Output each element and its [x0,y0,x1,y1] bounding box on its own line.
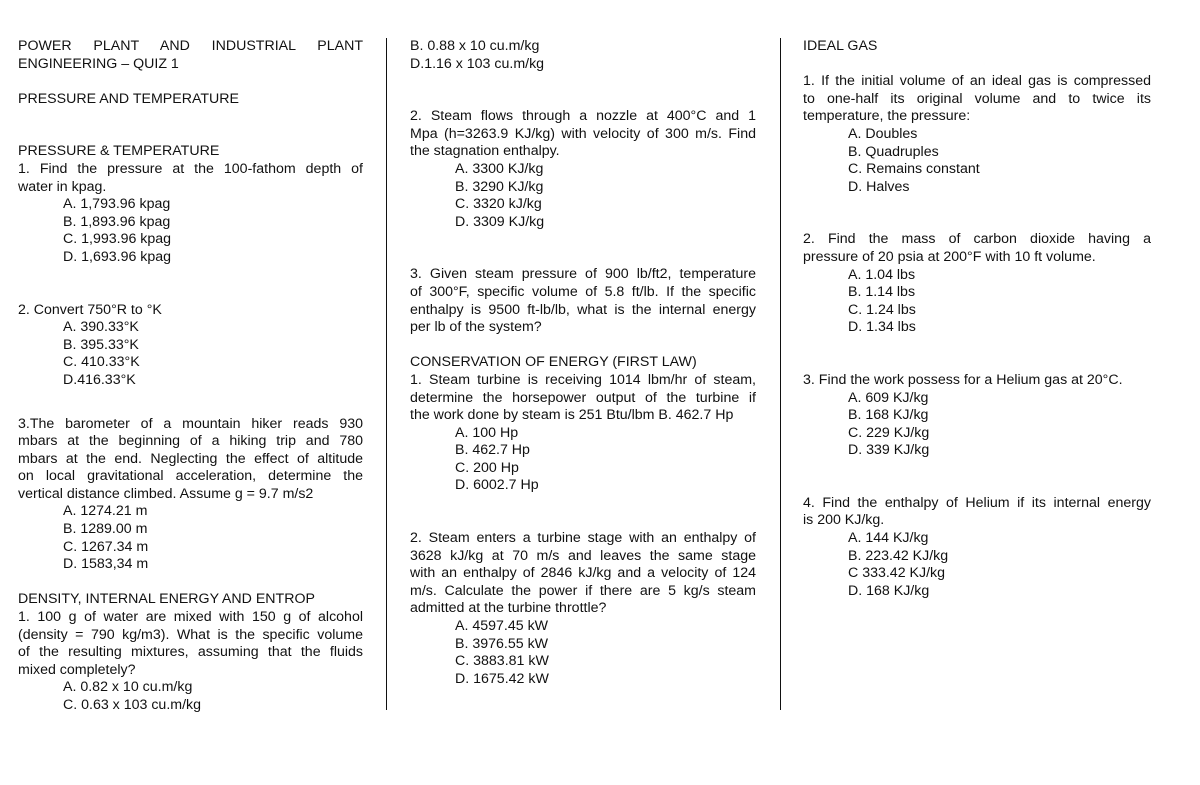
column-middle [410,38,756,688]
question-text: of the resulting mixtures, assuming that the fluids [18,644,363,661]
question-text: mbars at the beginning of a hiking trip and 780 [18,433,363,450]
answer-option: A. 1274.21 m [63,503,148,520]
question-text: mbars at the end. Neglecting the effect of altitude [18,450,363,467]
question-text: temperature, the pressure: [803,108,971,125]
answer-option: D. 1675.42 kW [455,670,549,687]
answer-option: C. 200 Hp [455,459,519,476]
question-text: with an enthalpy of 2846 kJ/kg and a velocity of 124 [410,565,756,582]
column-divider-right [780,38,781,710]
answer-option: C. 0.63 x 103 cu.m/kg [63,697,202,713]
question-block [18,302,363,390]
question-text: 1. Find the pressure at the 100-fathom depth of [18,160,363,177]
answer-option: D. 6002.7 Hp [455,477,539,494]
answer-option: B. 462.7 Hp [455,442,530,459]
quiz-title-line-1: POWER PLANT AND INDUSTRIAL PLANT [18,38,363,54]
question-text: water in kpag. [18,178,107,195]
answer-option: D. 1.34 lbs [848,319,916,336]
answer-option: A. 144 KJ/kg [848,530,929,547]
answer-option: C. 410.33°K [63,354,140,371]
column-divider-left [386,38,387,710]
question-block [18,609,363,715]
question-text: 2. Convert 750°R to °K [18,301,162,318]
section-heading: CONSERVATION OF ENERGY (FIRST LAW) [410,354,697,371]
answer-option: A. 4597.45 kW [455,618,549,635]
section-heading: DENSITY, INTERNAL ENERGY AND ENTROP [18,591,315,608]
answer-option: C. 1267.34 m [63,538,149,555]
question-text: 2. Find the mass of carbon dioxide having a [803,231,1151,248]
question-text: 4. Find the enthalpy of Helium if its internal energy [803,494,1151,511]
question-block [803,73,1151,196]
question-text: 1. If the initial volume of an ideal gas is compressed [803,73,1151,90]
answer-option: C. 229 KJ/kg [848,424,930,441]
question-block [18,161,363,267]
answer-option: C. Remains constant [848,161,980,178]
answer-option: A. Doubles [848,125,918,142]
question-block [410,108,756,231]
answer-option: D. 1583,34 m [63,556,149,573]
question-text: pressure of 20 psia at 200°F with 10 ft volume. [803,248,1096,265]
question-text: mixed completely? [18,661,136,678]
answer-option: B. 223.42 KJ/kg [848,547,949,564]
question-text: per lb of the system? [410,319,542,336]
question-text: m/s. Calculate the power if there are 5 kg/s steam [410,582,756,599]
answer-option: C. 3320 kJ/kg [455,196,542,213]
answer-option: B. 0.88 x 10 cu.m/kg [410,38,540,54]
section-heading: IDEAL GAS [803,38,878,54]
question-text: determine the horsepower output of the turbine if [410,389,756,406]
question-block [410,266,756,336]
answer-option: A. 0.82 x 10 cu.m/kg [63,679,193,696]
answer-option: B. 3976.55 kW [455,635,549,652]
question-text: the stagnation enthalpy. [410,143,560,160]
answer-option: A. 100 Hp [455,424,519,441]
question-block [410,372,756,495]
answer-option: D. 3309 KJ/kg [455,213,545,230]
question-text: Mpa (h=3263.9 KJ/kg) with velocity of 300 m/s. Find [410,125,756,142]
question-text: (density = 790 kg/m3). What is the specific volume [18,626,363,643]
question-text: 1. 100 g of water are mixed with 150 g of alcohol [18,609,363,626]
question-text: 2. Steam enters a turbine stage with an enthalpy of [410,530,756,547]
question-text: 3.The barometer of a mountain hiker reads 930 [18,415,363,432]
question-text: 3. Given steam pressure of 900 lb/ft2, temperature [410,266,756,283]
column-left [18,38,363,715]
answer-option: A. 390.33°K [63,319,139,336]
answer-option: C 333.42 KJ/kg [848,565,946,582]
question-text: the work done by steam is 251 Btu/lbm B. 462.7 Hp [410,407,734,424]
question-text: enthalpy is 9500 ft-lb/lb, what is the internal energy [410,301,756,318]
answer-option: B. 1,893.96 kpag [63,213,171,230]
question-block [18,416,363,574]
answer-option: B. 1.14 lbs [848,284,916,301]
answer-option: A. 1.04 lbs [848,266,916,283]
answer-option: D. 1,693.96 kpag [63,248,172,265]
question-text: vertical distance climbed. Assume g = 9.7 m/s2 [18,485,314,502]
answer-option: D.416.33°K [63,371,136,388]
answer-option: B. Quadruples [848,143,939,160]
quiz-title-line-2: ENGINEERING – QUIZ 1 [18,55,179,72]
question-text: 2. Steam flows through a nozzle at 400°C and 1 [410,108,756,125]
question-block [803,495,1151,601]
answer-option: A. 1,793.96 kpag [63,196,171,213]
answer-option: B. 1289.00 m [63,521,148,538]
answer-option: B. 3290 KJ/kg [455,178,544,195]
question-text: of 300°F, specific volume of 5.8 ft/lb. If the specific [410,283,756,300]
answer-option: A. 609 KJ/kg [848,389,929,406]
answer-option: C. 1,993.96 kpag [63,231,172,248]
column-right [803,38,1151,600]
answer-option: A. 3300 KJ/kg [455,160,544,177]
question-text: 1. Steam turbine is receiving 1014 lbm/hr of steam, [410,371,756,388]
question-text: admitted at the turbine throttle? [410,600,607,617]
answer-option: C. 1.24 lbs [848,301,916,318]
answer-option: D. 339 KJ/kg [848,442,930,459]
answer-option: D. Halves [848,178,910,195]
question-text: 3628 kJ/kg at 70 m/s and leaves the same stage [410,547,756,564]
topic-heading: PRESSURE AND TEMPERATURE [18,90,239,107]
answer-option: D.1.16 x 103 cu.m/kg [410,55,545,72]
question-text: is 200 KJ/kg. [803,512,885,529]
answer-option: C. 3883.81 kW [455,653,549,670]
question-block [410,530,756,688]
answer-option: B. 395.33°K [63,336,139,353]
question-block [803,372,1151,460]
question-block [803,231,1151,337]
question-text: 3. Find the work possess for a Helium gas at 20°C. [803,371,1123,388]
question-text: to one-half its original volume and to twice its [803,90,1151,107]
section-heading: PRESSURE & TEMPERATURE [18,143,220,160]
answer-option: D. 168 KJ/kg [848,582,930,599]
answer-option: B. 168 KJ/kg [848,407,929,424]
question-text: on local gravitational acceleration, determine the [18,468,363,485]
